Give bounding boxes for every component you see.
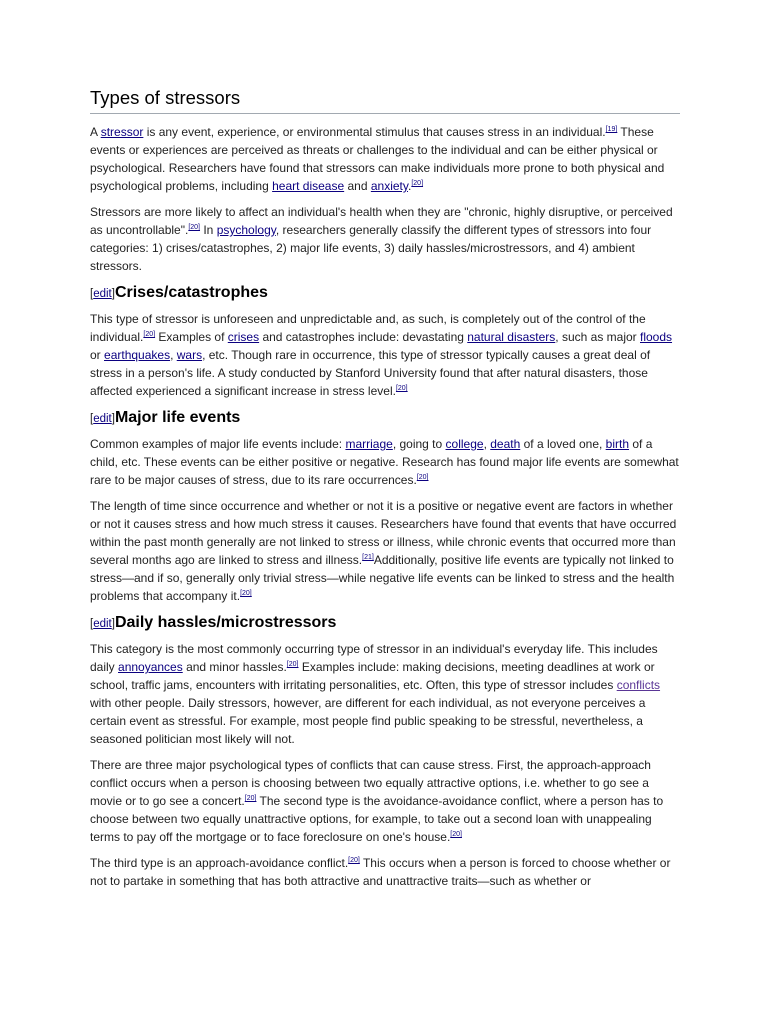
section-heading-daily-hassles <box>90 610 680 634</box>
earthquakes-link[interactable]: earthquakes <box>104 348 171 362</box>
citation-20 <box>245 795 257 802</box>
citation-link[interactable]: [20] <box>416 474 429 481</box>
citation-19 <box>606 126 618 133</box>
citation-link[interactable]: [21] <box>362 554 374 561</box>
citation-20 <box>188 224 200 231</box>
page-title: Types of stressors <box>90 86 680 114</box>
intro-paragraph-2: Stressors are more likely to affect an individual's health when they are "chronic, highly disruptive, or perceived as uncontrollable".[20] In psychology, researchers generally classify the different types of stressors into four categories: 1) crises/catastrophes, 2) major life events, 3) daily hassles/microstressors, and 4) ambient stressors. <box>90 205 673 273</box>
edit-link[interactable]: edit <box>93 413 112 425</box>
section-heading-crises <box>90 280 680 304</box>
birth-link[interactable]: birth <box>605 437 630 451</box>
conflicts-link[interactable]: conflicts <box>616 678 661 692</box>
major-paragraph-2: The length of time since occurrence and whether or not it is a positive or negative event are factors in whether or not it causes stress and how much stress it causes. Researchers have found that events that have occurred within the past month generally are not linked to stress or illness, while chronic events that occurred more than several months ago are linked to stress and illness.[21]Additionally, positive life events are typically not linked to stress—and if so, generally only trivial stress—while negative life events can be linked to stress and the health problems that accompany it.[20] <box>90 499 677 603</box>
citation-link[interactable]: [20] <box>395 385 408 392</box>
college-link[interactable]: college <box>445 437 484 451</box>
citation-21 <box>362 554 374 561</box>
citation-link[interactable]: [20] <box>411 180 424 187</box>
citation-link[interactable]: [20] <box>244 795 257 802</box>
citation-20 <box>240 590 252 597</box>
citation-link[interactable]: [20] <box>143 331 156 338</box>
citation-20 <box>411 180 423 187</box>
major-paragraph-1: Common examples of major life events include: marriage, going to college, death of a loved one, birth of a child, etc. These events can be either positive or negative. Research has found major life events are somewhat rare to be major causes of stress, due to its rare occurrences.[20] <box>90 437 679 487</box>
stressor-link[interactable]: stressor <box>100 125 144 139</box>
citation-link[interactable]: [20] <box>348 857 360 864</box>
crises-link[interactable]: crises <box>227 330 260 344</box>
daily-paragraph-3: The third type is an approach-avoidance conflict.[20] This occurs when a person is forced to choose whether or not to partake in something that has both attractive and unattractive traits—such as whether or <box>90 856 671 888</box>
citation-20 <box>417 474 429 481</box>
citation-link[interactable]: [20] <box>240 590 252 597</box>
citation-link[interactable]: [20] <box>286 661 299 668</box>
annoyances-link[interactable]: annoyances <box>118 660 183 674</box>
edit-section-daily: [edit] <box>90 618 115 630</box>
citation-20 <box>143 331 155 338</box>
edit-section-major: [edit] <box>90 413 115 425</box>
edit-link[interactable]: edit <box>93 618 112 630</box>
daily-paragraph-2: There are three major psychological types of conflicts that can cause stress. First, the approach-approach conflict occurs when a person is choosing between two equally attractive options, i.e. whether to go see a movie or to go see a concert.[20] The second type is the avoidance-avoidance conflict, where a person has to choose between two equally unattractive options, for example, to take out a second loan with unappealing terms to pay off the mortgage or to face foreclosure on one's house.[20] <box>90 758 664 844</box>
citation-link[interactable]: [19] <box>605 126 618 133</box>
edit-section-crises: [edit] <box>90 288 115 300</box>
article-content <box>90 86 680 890</box>
section-heading-major-life-events <box>90 405 680 429</box>
heart-disease-link[interactable]: heart disease <box>272 179 345 193</box>
citation-20 <box>287 661 299 668</box>
death-link[interactable]: death <box>490 437 521 451</box>
edit-link[interactable]: edit <box>93 288 112 300</box>
section-title: Daily hassles/microstressors <box>114 614 337 631</box>
psychology-link[interactable]: psychology <box>216 223 276 237</box>
crises-paragraph-1: This type of stressor is unforeseen and unpredictable and, as such, is completely out of the control of the individual.[20] Examples of crises and catastrophes include: devastating natural disasters, such as major floods or earthquakes, wars, etc. Though rare in occurrence, this type of stressor typically causes a great deal of stress in a person's life. A study conducted by Stanford University found that after natural disasters, those affected experienced a significant increase in stress level.[20] <box>90 312 673 398</box>
section-title: Crises/catastrophes <box>114 284 268 301</box>
wars-link[interactable]: wars <box>176 348 203 362</box>
citation-link[interactable]: [20] <box>188 224 201 231</box>
natural-disasters-link[interactable]: natural disasters <box>467 330 556 344</box>
citation-20 <box>348 857 360 864</box>
marriage-link[interactable]: marriage <box>345 437 393 451</box>
daily-paragraph-1: This category is the most commonly occurring type of stressor in an individual's everyday life. This includes daily annoyances and minor hassles.[20] Examples include: making decisions, meeting deadlines at work or school, traffic jams, encounters with irritating personalities, etc. Often, this type of stressor includes conflicts with other people. Daily stressors, however, are different for each individual, as not everyone perceives a certain event as stressful. For example, most people find public speaking to be stressful, nevertheless, a seasoned politician most likely will not. <box>90 642 661 746</box>
floods-link[interactable]: floods <box>640 330 673 344</box>
citation-20 <box>396 385 408 392</box>
citation-link[interactable]: [20] <box>450 831 462 838</box>
anxiety-link[interactable]: anxiety <box>370 179 408 193</box>
intro-paragraph-1: A stressor is any event, experience, or environmental stimulus that causes stress in an individual.[19] These events or experiences are perceived as threats or challenges to the individual and can be either physical or psychological. Researchers have found that stressors can make individuals more prone to both physical and psychological problems, including heart disease and anxiety.[20] <box>90 125 665 193</box>
citation-20 <box>450 831 462 838</box>
section-title: Major life events <box>114 409 241 426</box>
